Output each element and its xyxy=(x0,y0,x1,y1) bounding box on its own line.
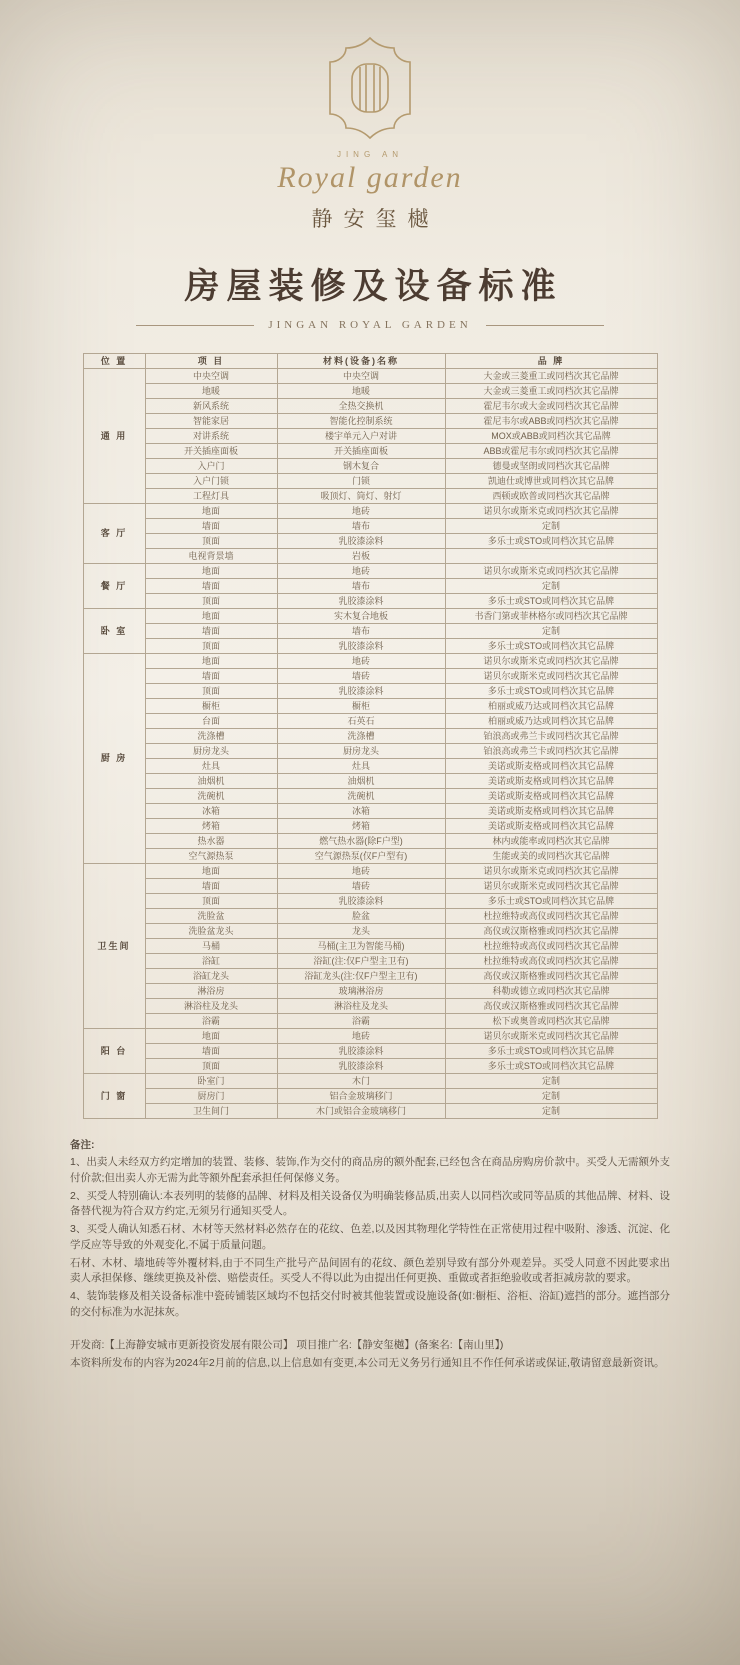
item-cell: 墙面 xyxy=(145,1044,277,1059)
logo-emblem-icon xyxy=(326,36,414,140)
item-cell: 墙面 xyxy=(145,519,277,534)
material-cell: 乳胶漆涂料 xyxy=(277,534,445,549)
brand-cell: 定制 xyxy=(445,1089,657,1104)
material-cell: 龙头 xyxy=(277,924,445,939)
table-row xyxy=(83,1029,657,1044)
item-cell: 新风系统 xyxy=(145,399,277,414)
brand-cell: 美诺或斯麦格或同档次其它品牌 xyxy=(445,759,657,774)
col-header-location: 位 置 xyxy=(83,354,145,369)
table-row xyxy=(83,774,657,789)
brand-cell xyxy=(445,549,657,564)
material-cell: 乳胶漆涂料 xyxy=(277,1044,445,1059)
table-row xyxy=(83,759,657,774)
material-cell: 洗涤槽 xyxy=(277,729,445,744)
col-header-material: 材料(设备)名称 xyxy=(277,354,445,369)
material-cell: 乳胶漆涂料 xyxy=(277,1059,445,1074)
material-cell: 地砖 xyxy=(277,504,445,519)
material-cell: 吸顶灯、筒灯、射灯 xyxy=(277,489,445,504)
material-cell: 墙布 xyxy=(277,579,445,594)
item-cell: 淋浴房 xyxy=(145,984,277,999)
brand-cell: 高仪或汉斯格雅或同档次其它品牌 xyxy=(445,969,657,984)
table-row xyxy=(83,594,657,609)
material-cell: 橱柜 xyxy=(277,699,445,714)
item-cell: 浴霸 xyxy=(145,1014,277,1029)
brand-cell: 霍尼韦尔或ABB或同档次其它品牌 xyxy=(445,414,657,429)
item-cell: 墙面 xyxy=(145,879,277,894)
table-row xyxy=(83,384,657,399)
item-cell: 灶具 xyxy=(145,759,277,774)
notes-section xyxy=(70,1137,670,1321)
logo-script-name: Royal garden xyxy=(277,161,463,194)
brand-cell: 杜拉维特或高仪或同档次其它品牌 xyxy=(445,954,657,969)
item-cell: 地面 xyxy=(145,1029,277,1044)
material-cell: 实木复合地板 xyxy=(277,609,445,624)
item-cell: 地面 xyxy=(145,564,277,579)
material-cell: 乳胶漆涂料 xyxy=(277,639,445,654)
brand-cell: 多乐士或STO或同档次其它品牌 xyxy=(445,639,657,654)
brand-cell: 诺贝尔或斯米克或同档次其它品牌 xyxy=(445,504,657,519)
brand-cell: 柏丽或威乃达或同档次其它品牌 xyxy=(445,714,657,729)
location-cell: 餐 厅 xyxy=(83,564,145,609)
location-cell: 阳 台 xyxy=(83,1029,145,1074)
col-header-item: 项 目 xyxy=(145,354,277,369)
location-cell: 卫生间 xyxy=(83,864,145,1029)
material-cell: 洗碗机 xyxy=(277,789,445,804)
material-cell: 木门 xyxy=(277,1074,445,1089)
item-cell: 地面 xyxy=(145,609,277,624)
table-row xyxy=(83,879,657,894)
item-cell: 油烟机 xyxy=(145,774,277,789)
material-cell: 玻璃淋浴房 xyxy=(277,984,445,999)
table-row xyxy=(83,624,657,639)
table-row xyxy=(83,519,657,534)
material-cell: 地砖 xyxy=(277,1029,445,1044)
table-row xyxy=(83,1044,657,1059)
item-cell: 地面 xyxy=(145,504,277,519)
notes-list xyxy=(70,1155,670,1321)
logo-jingan-text: JING AN xyxy=(336,150,404,159)
brand-cell: 多乐士或STO或同档次其它品牌 xyxy=(445,894,657,909)
item-cell: 洗脸盆龙头 xyxy=(145,924,277,939)
item-cell: 墙面 xyxy=(145,624,277,639)
brand-cell: 多乐士或STO或同档次其它品牌 xyxy=(445,534,657,549)
brand-cell: 林内或能率或同档次其它品牌 xyxy=(445,834,657,849)
table-row xyxy=(83,504,657,519)
item-cell: 淋浴柱及龙头 xyxy=(145,999,277,1014)
note-paragraph: 石材、木材、墙地砖等外覆材料,由于不同生产批号产品间固有的花纹、颜色差别导致有部分外观差异。买受人同意不因此要求出卖人承担保修、继续更换及补偿、赔偿责任。买受人不得以此为由提出任何更换、重做或者拒绝验收或者拒减房款的要求。 xyxy=(70,1256,670,1285)
material-cell: 全热交换机 xyxy=(277,399,445,414)
table-row xyxy=(83,1059,657,1074)
location-cell: 卧 室 xyxy=(83,609,145,654)
item-cell: 入户门锁 xyxy=(145,474,277,489)
item-cell: 马桶 xyxy=(145,939,277,954)
item-cell: 浴缸龙头 xyxy=(145,969,277,984)
brand-cell: 霍尼韦尔或大金或同档次其它品牌 xyxy=(445,399,657,414)
material-cell: 燃气热水器(除F户型) xyxy=(277,834,445,849)
material-cell: 乳胶漆涂料 xyxy=(277,684,445,699)
table-row xyxy=(83,864,657,879)
material-cell: 墙砖 xyxy=(277,669,445,684)
material-cell: 墙布 xyxy=(277,519,445,534)
brand-cell: ABB或霍尼韦尔或同档次其它品牌 xyxy=(445,444,657,459)
brand-cell: 凯迪仕或博世或同档次其它品牌 xyxy=(445,474,657,489)
item-cell: 地面 xyxy=(145,654,277,669)
item-cell: 中央空调 xyxy=(145,369,277,384)
subtitle-line-right xyxy=(486,325,604,326)
material-cell: 乳胶漆涂料 xyxy=(277,894,445,909)
table-row xyxy=(83,999,657,1014)
table-row xyxy=(83,369,657,384)
material-cell: 地砖 xyxy=(277,654,445,669)
brand-cell: 多乐士或STO或同档次其它品牌 xyxy=(445,684,657,699)
table-row xyxy=(83,654,657,669)
brand-cell: 诺贝尔或斯米克或同档次其它品牌 xyxy=(445,864,657,879)
brand-cell: 西顿或欧普或同档次其它品牌 xyxy=(445,489,657,504)
brand-cell: 柏丽或威乃达或同档次其它品牌 xyxy=(445,699,657,714)
brand-cell: 铂浪高或弗兰卡或同档次其它品牌 xyxy=(445,729,657,744)
table-row xyxy=(83,909,657,924)
item-cell: 热水器 xyxy=(145,834,277,849)
table-row xyxy=(83,969,657,984)
table-row xyxy=(83,924,657,939)
material-cell: 开关插座面板 xyxy=(277,444,445,459)
item-cell: 顶面 xyxy=(145,1059,277,1074)
note-paragraph: 2、买受人特别确认:本表列明的装修的品牌、材料及相关设备仅为明确装修品质,出卖人以同档次或同等品质的其他品牌、材料、设备替代视为符合双方约定,无须另行通知买受人。 xyxy=(70,1189,670,1218)
material-cell: 乳胶漆涂料 xyxy=(277,594,445,609)
page-title: 房屋装修及设备标准 xyxy=(184,267,563,306)
table-row xyxy=(83,984,657,999)
table-row xyxy=(83,1104,657,1119)
item-cell: 厨房门 xyxy=(145,1089,277,1104)
material-cell: 铝合金玻璃移门 xyxy=(277,1089,445,1104)
table-row xyxy=(83,819,657,834)
table-row xyxy=(83,444,657,459)
brand-cell: MOX或ABB或同档次其它品牌 xyxy=(445,429,657,444)
table-row xyxy=(83,684,657,699)
table-row xyxy=(83,459,657,474)
brand-cell: 杜拉维特或高仪或同档次其它品牌 xyxy=(445,909,657,924)
table-row xyxy=(83,729,657,744)
note-paragraph: 3、买受人确认知悉石材、木材等天然材料必然存在的花纹、色差,以及因其物理化学特性在正常使用过程中吸附、渗透、沉淀、化学反应等导致的外观变化,不属于质量问题。 xyxy=(70,1223,670,1251)
material-cell: 浴缸龙头(注:仅F户型主卫有) xyxy=(277,969,445,984)
material-cell: 油烟机 xyxy=(277,774,445,789)
brand-cell: 多乐士或STO或同档次其它品牌 xyxy=(445,1044,657,1059)
table-row xyxy=(83,804,657,819)
item-cell: 顶面 xyxy=(145,684,277,699)
brand-cell: 美诺或斯麦格或同档次其它品牌 xyxy=(445,804,657,819)
item-cell: 卧室门 xyxy=(145,1074,277,1089)
item-cell: 洗碗机 xyxy=(145,789,277,804)
material-cell: 冰箱 xyxy=(277,804,445,819)
table-row xyxy=(83,834,657,849)
item-cell: 厨房龙头 xyxy=(145,744,277,759)
material-cell: 地砖 xyxy=(277,564,445,579)
item-cell: 墙面 xyxy=(145,669,277,684)
item-cell: 台面 xyxy=(145,714,277,729)
brand-cell: 大金或三菱重工或同档次其它品牌 xyxy=(445,369,657,384)
item-cell: 智能家居 xyxy=(145,414,277,429)
developer-line: 开发商:【上海静安城市更新投资发展有限公司】 项目推广名:【静安玺樾】(备案名:【南山里】) xyxy=(70,1338,504,1351)
table-row xyxy=(83,414,657,429)
subtitle-line-left xyxy=(136,325,254,326)
brand-cell: 大金或三菱重工或同档次其它品牌 xyxy=(445,384,657,399)
material-cell: 地砖 xyxy=(277,864,445,879)
brand-cell: 德曼或坚朗或同档次其它品牌 xyxy=(445,459,657,474)
logo-cn-name: 静安玺樾 xyxy=(311,207,440,231)
material-cell: 浴霸 xyxy=(277,1014,445,1029)
brand-cell: 多乐士或STO或同档次其它品牌 xyxy=(445,1059,657,1074)
item-cell: 橱柜 xyxy=(145,699,277,714)
item-cell: 顶面 xyxy=(145,894,277,909)
brand-cell: 生能或美的或同档次其它品牌 xyxy=(445,849,657,864)
location-cell: 通 用 xyxy=(83,369,145,504)
item-cell: 卫生间门 xyxy=(145,1104,277,1119)
material-cell: 墙砖 xyxy=(277,879,445,894)
item-cell: 洗脸盆 xyxy=(145,909,277,924)
material-cell: 楼宇单元入户对讲 xyxy=(277,429,445,444)
material-cell: 中央空调 xyxy=(277,369,445,384)
item-cell: 对讲系统 xyxy=(145,429,277,444)
table-row xyxy=(83,744,657,759)
material-cell: 马桶(主卫为智能马桶) xyxy=(277,939,445,954)
footer-section xyxy=(70,1337,670,1372)
item-cell: 入户门 xyxy=(145,459,277,474)
notes-title: 备注: xyxy=(70,1139,95,1151)
item-cell: 电视背景墙 xyxy=(145,549,277,564)
brand-cell: 杜拉维特或高仪或同档次其它品牌 xyxy=(445,939,657,954)
item-cell: 顶面 xyxy=(145,534,277,549)
table-row xyxy=(83,1089,657,1104)
item-cell: 开关插座面板 xyxy=(145,444,277,459)
note-paragraph: 4、装饰装修及相关设备标准中瓷砖铺装区域均不包括交付时被其他装置或设施设备(如:橱柜、浴柜、浴缸)遮挡的部分。遮挡部分的交付标准为水泥抹灰。 xyxy=(70,1290,670,1318)
brand-cell: 诺贝尔或斯米克或同档次其它品牌 xyxy=(445,654,657,669)
subtitle-text: JINGAN ROYAL GARDEN xyxy=(268,319,472,331)
table-row xyxy=(83,669,657,684)
note-paragraph: 1、出卖人未经双方约定增加的装置、装修、装饰,作为交付的商品房的额外配套,已经包含在商品房购房价款中。买受人无需额外支付价款;但出卖人亦无需为此等额外配套承担任何保修义务。 xyxy=(70,1156,670,1184)
material-cell: 烤箱 xyxy=(277,819,445,834)
table-row xyxy=(83,609,657,624)
brand-cell: 诺贝尔或斯米克或同档次其它品牌 xyxy=(445,564,657,579)
location-cell: 厨 房 xyxy=(83,654,145,864)
brand-cell: 科勒或德立或同档次其它品牌 xyxy=(445,984,657,999)
table-row xyxy=(83,564,657,579)
brand-logo xyxy=(0,0,740,233)
brand-cell: 诺贝尔或斯米克或同档次其它品牌 xyxy=(445,1029,657,1044)
table-row xyxy=(83,489,657,504)
location-cell: 客 厅 xyxy=(83,504,145,564)
table-row xyxy=(83,534,657,549)
material-cell: 浴缸(注:仅F户型主卫有) xyxy=(277,954,445,969)
table-row xyxy=(83,549,657,564)
brand-cell: 铂浪高或弗兰卡或同档次其它品牌 xyxy=(445,744,657,759)
page-subtitle xyxy=(0,319,740,331)
material-cell: 智能化控制系统 xyxy=(277,414,445,429)
item-cell: 墙面 xyxy=(145,579,277,594)
item-cell: 顶面 xyxy=(145,639,277,654)
material-cell: 灶具 xyxy=(277,759,445,774)
brand-cell: 诺贝尔或斯米克或同档次其它品牌 xyxy=(445,669,657,684)
table-row xyxy=(83,954,657,969)
material-cell: 脸盆 xyxy=(277,909,445,924)
brand-cell: 定制 xyxy=(445,519,657,534)
item-cell: 冰箱 xyxy=(145,804,277,819)
spec-table-body xyxy=(83,369,657,1119)
table-row xyxy=(83,639,657,654)
brand-cell: 书香门第或菲林格尔或同档次其它品牌 xyxy=(445,609,657,624)
brand-cell: 诺贝尔或斯米克或同档次其它品牌 xyxy=(445,879,657,894)
col-header-brand: 品 牌 xyxy=(445,354,657,369)
material-cell: 门锁 xyxy=(277,474,445,489)
table-row xyxy=(83,699,657,714)
brand-cell: 定制 xyxy=(445,1074,657,1089)
brand-cell: 松下或奥普或同档次其它品牌 xyxy=(445,1014,657,1029)
material-cell: 地暖 xyxy=(277,384,445,399)
brand-cell: 定制 xyxy=(445,624,657,639)
table-row xyxy=(83,939,657,954)
brand-cell: 高仪或汉斯格雅或同档次其它品牌 xyxy=(445,999,657,1014)
item-cell: 烤箱 xyxy=(145,819,277,834)
table-row xyxy=(83,1074,657,1089)
table-row xyxy=(83,849,657,864)
table-row xyxy=(83,399,657,414)
material-cell: 木门或铝合金玻璃移门 xyxy=(277,1104,445,1119)
brand-cell: 定制 xyxy=(445,1104,657,1119)
table-row xyxy=(83,1014,657,1029)
material-cell: 淋浴柱及龙头 xyxy=(277,999,445,1014)
brand-cell: 美诺或斯麦格或同档次其它品牌 xyxy=(445,789,657,804)
brand-cell: 高仪或汉斯格雅或同档次其它品牌 xyxy=(445,924,657,939)
brand-cell: 美诺或斯麦格或同档次其它品牌 xyxy=(445,774,657,789)
spec-table xyxy=(83,353,658,1119)
material-cell: 厨房龙头 xyxy=(277,744,445,759)
brand-cell: 美诺或斯麦格或同档次其它品牌 xyxy=(445,819,657,834)
table-row xyxy=(83,429,657,444)
location-cell: 门 窗 xyxy=(83,1074,145,1119)
disclaimer-line: 本资料所发布的内容为2024年2月前的信息,以上信息如有变更,本公司无义务另行通知且不作任何承诺或保证,敬请留意最新资讯。 xyxy=(70,1356,665,1369)
table-row xyxy=(83,579,657,594)
brand-cell: 定制 xyxy=(445,579,657,594)
table-row xyxy=(83,789,657,804)
table-row xyxy=(83,474,657,489)
table-row xyxy=(83,714,657,729)
item-cell: 地暖 xyxy=(145,384,277,399)
item-cell: 洗涤槽 xyxy=(145,729,277,744)
table-header-row xyxy=(83,354,657,369)
item-cell: 顶面 xyxy=(145,594,277,609)
material-cell: 墙布 xyxy=(277,624,445,639)
material-cell: 钢木复合 xyxy=(277,459,445,474)
item-cell: 工程灯具 xyxy=(145,489,277,504)
material-cell: 岩板 xyxy=(277,549,445,564)
table-row xyxy=(83,894,657,909)
item-cell: 浴缸 xyxy=(145,954,277,969)
item-cell: 地面 xyxy=(145,864,277,879)
item-cell: 空气源热泵 xyxy=(145,849,277,864)
material-cell: 空气源热泵(仅F户型有) xyxy=(277,849,445,864)
brand-cell: 多乐士或STO或同档次其它品牌 xyxy=(445,594,657,609)
material-cell: 石英石 xyxy=(277,714,445,729)
